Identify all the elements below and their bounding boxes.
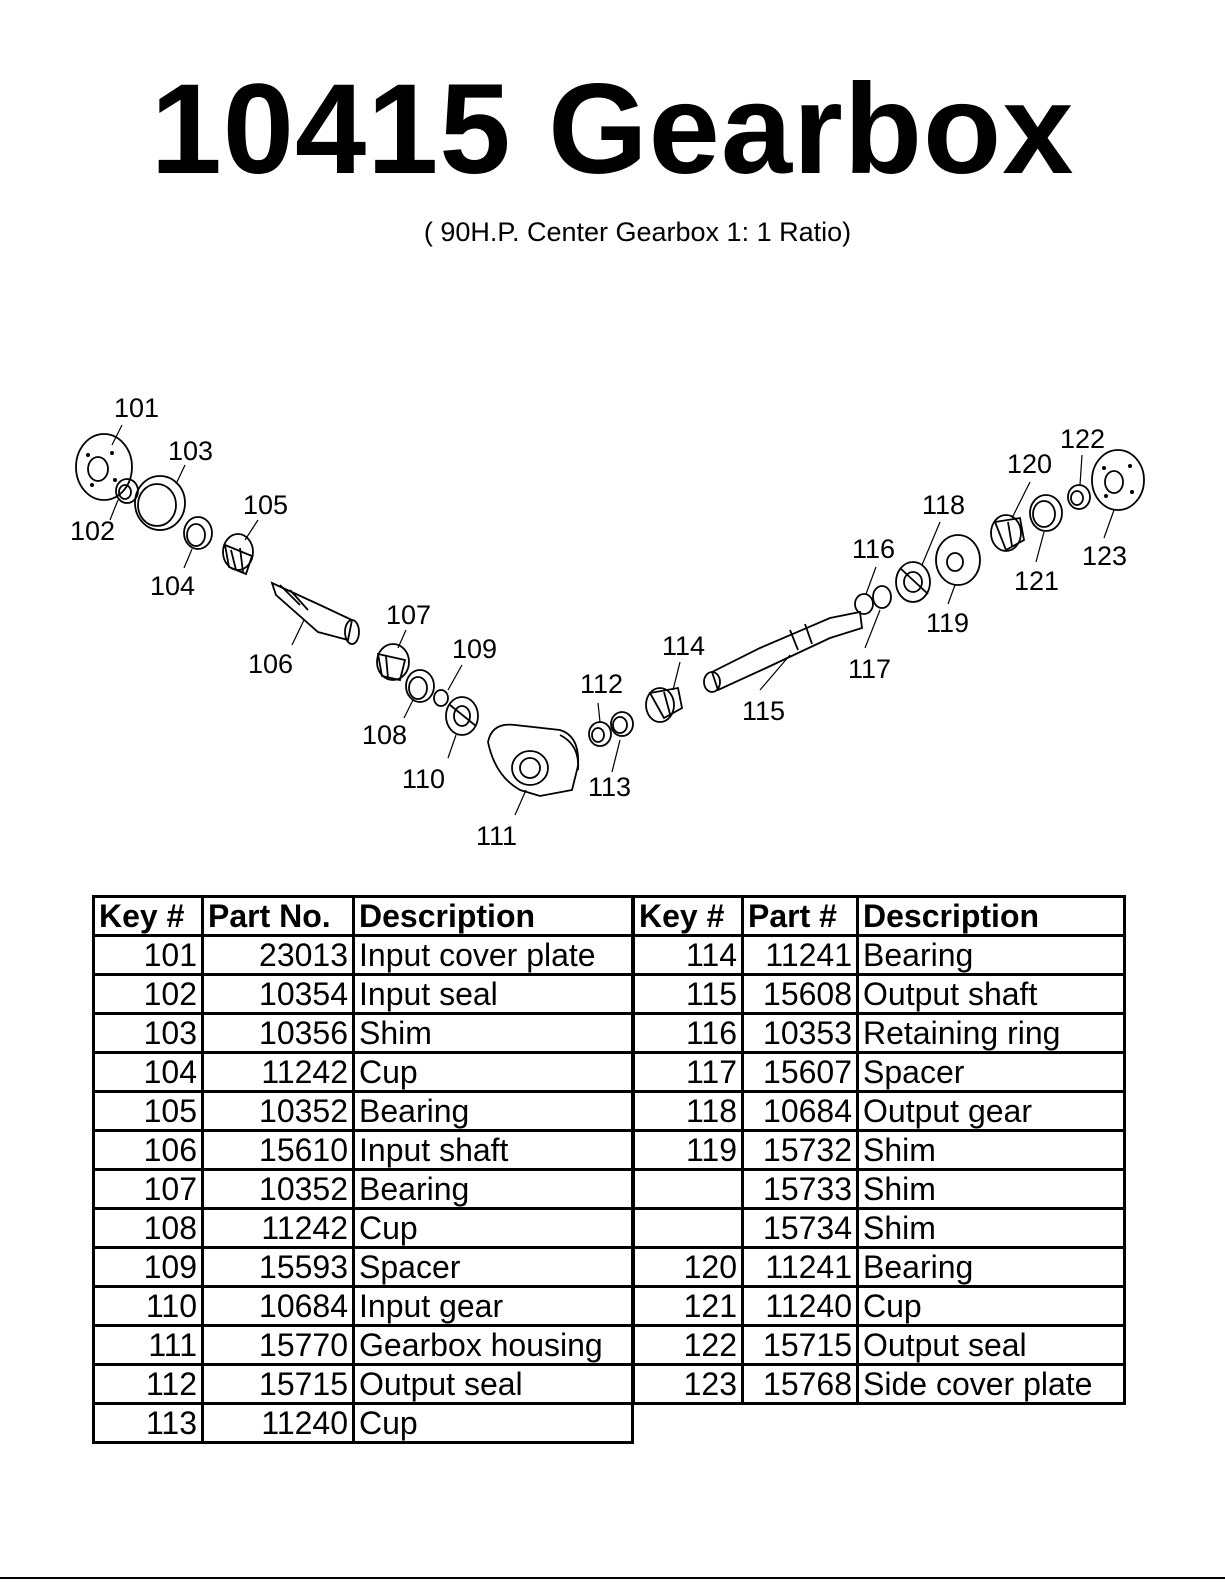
cell-key: 118 — [634, 1092, 743, 1131]
part-123-drawing — [1092, 450, 1144, 510]
table-row — [94, 1209, 633, 1248]
cell-part-no: 15768 — [743, 1365, 858, 1404]
cell-part-no: 23013 — [203, 936, 354, 975]
table-row — [94, 1404, 633, 1443]
cell-key: 110 — [94, 1287, 203, 1326]
callout-110: 110 — [402, 764, 446, 794]
cell-description: Cup — [354, 1209, 633, 1248]
cell-key: 104 — [94, 1053, 203, 1092]
cell-part-no: 10353 — [743, 1014, 858, 1053]
cell-description: Shim — [858, 1209, 1125, 1248]
table-row — [634, 1326, 1125, 1365]
part-107-drawing — [377, 644, 409, 680]
cell-part-no: 10684 — [743, 1092, 858, 1131]
callout-108: 108 — [362, 720, 408, 750]
header-key: Key # — [94, 897, 203, 936]
cell-part-no: 11240 — [743, 1287, 858, 1326]
table-header-row — [94, 897, 633, 936]
cell-description: Cup — [354, 1404, 633, 1443]
callout-102: 102 — [70, 516, 116, 546]
cell-description: Cup — [354, 1053, 633, 1092]
parts-table-right — [632, 895, 1126, 1405]
cell-key: 107 — [94, 1170, 203, 1209]
cell-description: Output seal — [354, 1365, 633, 1404]
table-row — [94, 1287, 633, 1326]
part-103-drawing — [135, 476, 185, 530]
bottom-rule — [0, 1577, 1225, 1579]
cell-key: 120 — [634, 1248, 743, 1287]
part-118-drawing — [896, 562, 930, 602]
callout-123: 123 — [1082, 541, 1128, 571]
part-109-drawing — [434, 690, 448, 706]
cell-key: 117 — [634, 1053, 743, 1092]
cell-key: 114 — [634, 936, 743, 975]
callout-116: 116 — [852, 534, 896, 564]
page-subtitle: ( 90H.P. Center Gearbox 1: 1 Ratio) — [423, 217, 852, 247]
cell-part-no: 11241 — [743, 936, 858, 975]
cell-part-no: 15715 — [203, 1365, 354, 1404]
cell-description: Input seal — [354, 975, 633, 1014]
part-108-drawing — [406, 670, 434, 702]
cell-part-no: 10352 — [203, 1170, 354, 1209]
page-title: 10415 Gearbox — [150, 58, 1075, 201]
part-105-drawing — [223, 534, 253, 574]
callout-labels — [70, 393, 1127, 851]
header-part-no: Part # — [743, 897, 858, 936]
cell-key: 121 — [634, 1287, 743, 1326]
callout-121: 121 — [1014, 566, 1060, 596]
table-row — [634, 936, 1125, 975]
part-111-drawing — [488, 725, 578, 796]
cell-description: Cup — [858, 1287, 1125, 1326]
table-row — [94, 936, 633, 975]
callout-115: 115 — [742, 696, 786, 726]
cell-key: 111 — [94, 1326, 203, 1365]
callout-117: 117 — [848, 654, 892, 684]
callout-107: 107 — [386, 600, 432, 630]
cell-part-no: 10352 — [203, 1092, 354, 1131]
part-106-drawing — [272, 583, 359, 644]
cell-part-no: 15734 — [743, 1209, 858, 1248]
callout-109: 109 — [452, 634, 498, 664]
cell-key: 112 — [94, 1365, 203, 1404]
part-110-drawing — [446, 697, 478, 735]
cell-part-no: 15733 — [743, 1170, 858, 1209]
table-row — [634, 975, 1125, 1014]
cell-part-no: 11241 — [743, 1248, 858, 1287]
callout-114: 114 — [662, 631, 706, 661]
table-row — [634, 1053, 1125, 1092]
table-row — [634, 1248, 1125, 1287]
cell-part-no: 15593 — [203, 1248, 354, 1287]
cell-part-no: 15607 — [743, 1053, 858, 1092]
callout-104: 104 — [150, 571, 196, 601]
cell-key: 102 — [94, 975, 203, 1014]
table-row — [94, 1092, 633, 1131]
callout-119: 119 — [926, 608, 970, 638]
cell-key — [634, 1209, 743, 1248]
cell-description: Bearing — [858, 1248, 1125, 1287]
table-header-row — [634, 897, 1125, 936]
cell-description: Input shaft — [354, 1131, 633, 1170]
table-row — [634, 1131, 1125, 1170]
table-row — [634, 1092, 1125, 1131]
cell-description: Spacer — [354, 1248, 633, 1287]
part-115-drawing — [704, 612, 862, 692]
cell-key: 108 — [94, 1209, 203, 1248]
header-key: Key # — [634, 897, 743, 936]
cell-key: 109 — [94, 1248, 203, 1287]
cell-key: 106 — [94, 1131, 203, 1170]
cell-key: 101 — [94, 936, 203, 975]
cell-part-no: 15715 — [743, 1326, 858, 1365]
callout-118: 118 — [922, 490, 966, 520]
cell-description: Side cover plate — [858, 1365, 1125, 1404]
table-row — [634, 1287, 1125, 1326]
table-row — [634, 1209, 1125, 1248]
cell-description: Shim — [858, 1131, 1125, 1170]
part-113-drawing — [611, 712, 633, 736]
table-row — [634, 1170, 1125, 1209]
header-description: Description — [354, 897, 633, 936]
table-row — [94, 1053, 633, 1092]
part-112-drawing — [589, 722, 611, 746]
cell-description: Output seal — [858, 1326, 1125, 1365]
part-122-drawing — [1068, 485, 1090, 509]
cell-part-no: 15610 — [203, 1131, 354, 1170]
table-row — [94, 975, 633, 1014]
cell-part-no: 15608 — [743, 975, 858, 1014]
cell-description: Retaining ring — [858, 1014, 1125, 1053]
header-part-no: Part No. — [203, 897, 354, 936]
cell-key: 116 — [634, 1014, 743, 1053]
cell-description: Output shaft — [858, 975, 1125, 1014]
cell-description: Spacer — [858, 1053, 1125, 1092]
cell-description: Shim — [354, 1014, 633, 1053]
table-row — [634, 1365, 1125, 1404]
cell-key: 105 — [94, 1092, 203, 1131]
callout-103: 103 — [168, 436, 214, 466]
table-row — [94, 1170, 633, 1209]
cell-key: 103 — [94, 1014, 203, 1053]
cell-key: 115 — [634, 975, 743, 1014]
table-row — [634, 1014, 1125, 1053]
cell-part-no: 10684 — [203, 1287, 354, 1326]
part-116-drawing — [855, 594, 873, 614]
table-row — [94, 1131, 633, 1170]
parts-table-left — [92, 895, 634, 1444]
parts-table-left-body — [94, 936, 633, 1443]
cell-part-no: 10354 — [203, 975, 354, 1014]
part-117-drawing — [873, 586, 891, 608]
cell-part-no: 15770 — [203, 1326, 354, 1365]
cell-part-no: 15732 — [743, 1131, 858, 1170]
part-119-drawing — [936, 535, 980, 585]
exploded-parts-diagram — [0, 380, 1225, 860]
table-row — [94, 1248, 633, 1287]
part-drawings — [76, 434, 1144, 796]
cell-description: Bearing — [354, 1092, 633, 1131]
callout-120: 120 — [1007, 449, 1053, 479]
cell-description: Bearing — [858, 936, 1125, 975]
table-row — [94, 1326, 633, 1365]
part-114-drawing — [646, 688, 682, 722]
cell-part-no: 10356 — [203, 1014, 354, 1053]
table-row — [94, 1014, 633, 1053]
callout-113: 113 — [588, 772, 632, 802]
cell-description: Bearing — [354, 1170, 633, 1209]
cell-key: 123 — [634, 1365, 743, 1404]
cell-description: Shim — [858, 1170, 1125, 1209]
cell-key: 119 — [634, 1131, 743, 1170]
callout-122: 122 — [1060, 424, 1106, 454]
part-120-drawing — [991, 515, 1024, 551]
callout-112: 112 — [580, 669, 624, 699]
cell-description: Input cover plate — [354, 936, 633, 975]
callout-106: 106 — [248, 649, 294, 679]
header-description: Description — [858, 897, 1125, 936]
part-121-drawing — [1030, 495, 1062, 531]
cell-part-no: 11240 — [203, 1404, 354, 1443]
callout-111: 111 — [476, 821, 518, 851]
cell-part-no: 11242 — [203, 1053, 354, 1092]
cell-description: Gearbox housing — [354, 1326, 633, 1365]
cell-key: 122 — [634, 1326, 743, 1365]
cell-description: Output gear — [858, 1092, 1125, 1131]
cell-part-no: 11242 — [203, 1209, 354, 1248]
cell-description: Input gear — [354, 1287, 633, 1326]
cell-key — [634, 1170, 743, 1209]
callout-101: 101 — [114, 393, 160, 423]
part-101-drawing — [76, 434, 132, 500]
cell-key: 113 — [94, 1404, 203, 1443]
part-104-drawing — [184, 517, 212, 549]
table-row — [94, 1365, 633, 1404]
parts-table-right-body — [634, 936, 1125, 1404]
callout-105: 105 — [243, 490, 289, 520]
